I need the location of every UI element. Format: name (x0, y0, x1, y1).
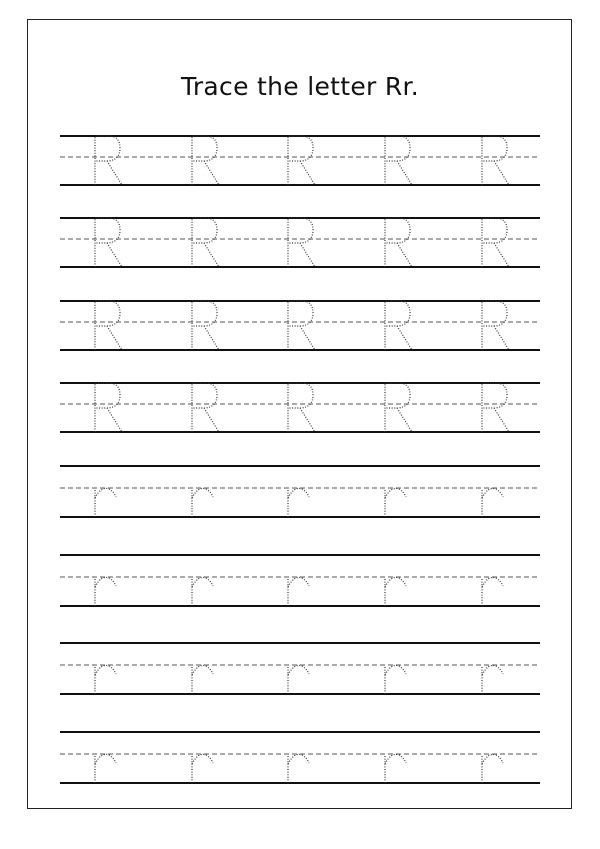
traceable-letter-lowercase-r (192, 665, 213, 694)
traceable-letter-uppercase-r (288, 218, 315, 267)
traceable-letter-lowercase-r (95, 754, 116, 783)
traceable-letter-uppercase-r (385, 383, 412, 432)
traceable-letter-uppercase-r (95, 218, 122, 267)
lowercase-row (60, 466, 540, 517)
traceable-letter-uppercase-r (192, 301, 219, 350)
uppercase-row (60, 301, 540, 350)
traceable-letter-lowercase-r (288, 754, 309, 783)
traceable-letter-uppercase-r (95, 136, 122, 185)
traceable-letter-uppercase-r (95, 383, 122, 432)
traceable-letter-uppercase-r (482, 383, 509, 432)
traceable-letter-lowercase-r (482, 754, 503, 783)
traceable-letter-uppercase-r (192, 136, 219, 185)
traceable-letter-uppercase-r (482, 301, 509, 350)
uppercase-row (60, 383, 540, 432)
traceable-letter-lowercase-r (192, 488, 213, 517)
uppercase-row (60, 136, 540, 185)
traceable-letter-lowercase-r (385, 577, 406, 606)
traceable-letter-uppercase-r (482, 218, 509, 267)
traceable-letter-lowercase-r (385, 665, 406, 694)
traceable-letter-lowercase-r (192, 754, 213, 783)
traceable-letter-lowercase-r (95, 665, 116, 694)
traceable-letter-uppercase-r (482, 136, 509, 185)
traceable-letter-lowercase-r (482, 665, 503, 694)
traceable-letter-uppercase-r (385, 218, 412, 267)
traceable-letter-lowercase-r (482, 488, 503, 517)
traceable-letter-uppercase-r (192, 383, 219, 432)
traceable-letter-uppercase-r (95, 301, 122, 350)
traceable-letter-uppercase-r (288, 301, 315, 350)
traceable-letter-lowercase-r (192, 577, 213, 606)
lowercase-row (60, 732, 540, 783)
uppercase-row (60, 218, 540, 267)
traceable-letter-lowercase-r (385, 754, 406, 783)
traceable-letter-lowercase-r (95, 577, 116, 606)
traceable-letter-uppercase-r (192, 218, 219, 267)
traceable-letter-lowercase-r (95, 488, 116, 517)
traceable-letter-lowercase-r (288, 488, 309, 517)
traceable-letter-uppercase-r (385, 301, 412, 350)
traceable-letter-lowercase-r (288, 665, 309, 694)
traceable-letter-uppercase-r (288, 136, 315, 185)
traceable-letter-uppercase-r (385, 136, 412, 185)
worksheet-title: Trace the letter Rr. (180, 72, 420, 101)
traceable-letter-lowercase-r (288, 577, 309, 606)
traceable-letter-lowercase-r (385, 488, 406, 517)
traceable-letter-uppercase-r (288, 383, 315, 432)
lowercase-row (60, 643, 540, 694)
traceable-letter-lowercase-r (482, 577, 503, 606)
lowercase-row (60, 555, 540, 606)
